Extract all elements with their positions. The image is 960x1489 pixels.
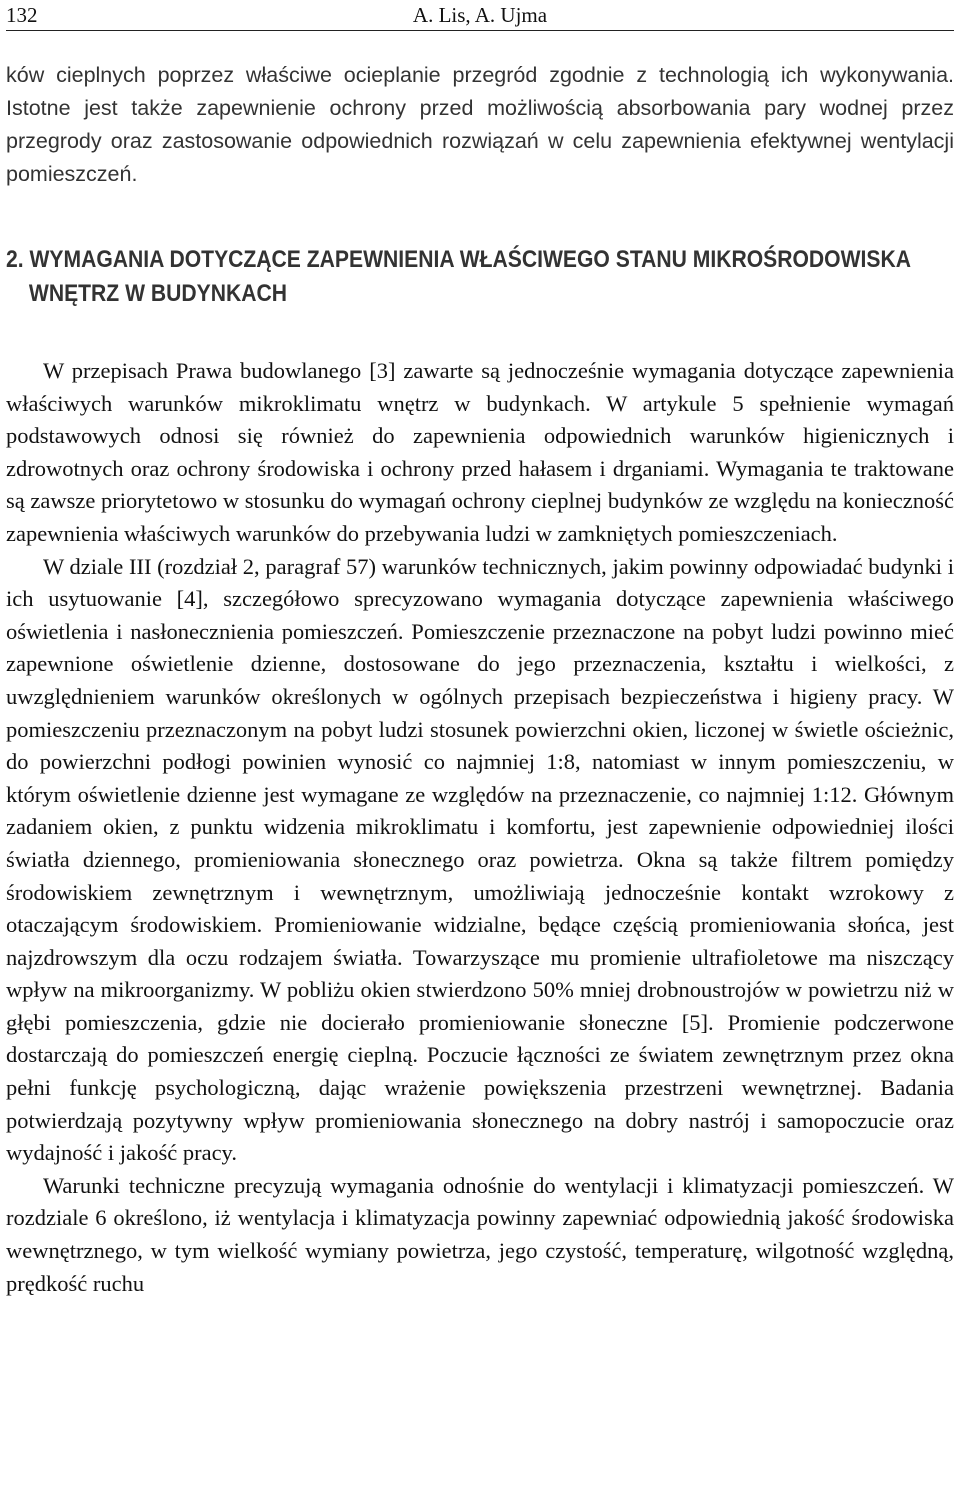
section-paragraph-1: W przepisach Prawa budowlanego [3] zawarte są jednocześnie wymagania dotyczące zapewnienia właściwych warunków mikroklimatu wnętrz w budynkach. W artykule 5 spełnienie wymagań podstawowych odnosi się również do zapewnienia odpowiednich warunków higienicznych i zdrowotnych oraz ochrony środowiska i ochrony przed hałasem i drganiami. Wymagania te traktowane są zawsze priorytetowo w stosunku do wymagań ochrony cieplnej budynków ze względu na konieczność zapewnienia właściwych warunków do przebywania ludzi w zamkniętych pomieszczeniach. [6,358,954,546]
page-number: 132 [6,3,38,27]
intro-paragraph: ków cieplnych poprzez właściwe ocieplanie przegród zgodnie z technologią ich wykonywania. Istotne jest także zapewnienie ochrony przed możliwością absorbowania pary wodnej przez przegrody oraz zastosowanie odpowiednich rozwiązań w celu zapewnienia efektywnej wentylacji pomieszczeń. [6,63,954,186]
section-paragraph-3: Warunki techniczne precyzują wymagania odnośnie do wentylacji i klimatyzacji pomieszczeń. W rozdziale 6 określono, iż wentylacja i klimatyzacja powinny zapewniać odpowiednią jakość środowiska wewnętrznego, w tym wielkość wymiany powietrza, jego czystość, temperaturę, wilgotność względną, prędkość ruchu [6,1172,954,1296]
running-header [6,0,954,31]
section-body [6,355,954,1300]
section-paragraph-2: W dziale III (rozdział 2, paragraf 57) warunków technicznych, jakim powinny odpowiadać budynki i ich usytuowanie [4], szczegółowo sprecyzowano wymagania dotyczące zapewnienia właściwego oświetlenia i nasłonecznienia pomieszczeń. Pomieszczenie przeznaczone na pobyt ludzi powinno mieć zapewnione oświetlenie dzienne, dostosowane do jego przeznaczenia, kształtu i wielkości, z uwzględnieniem warunków określonych w ogólnych przepisach bezpieczeństwa i higieny pracy. W pomieszczeniu przeznaczonym na pobyt ludzi stosunek powierzchni okien, liczonej w świetle ościeżnic, do powierzchni podłogi powinien wynosić co najmniej 1:8, natomiast w innym pomieszczeniu, w którym oświetlenie dzienne jest wymagane ze względów na przeznaczenie, co najmniej 1:12. Głównym zadaniem okien, z punktu widzenia mikroklimatu i komfortu, jest zapewnienie odpowiedniej ilości światła dziennego, promieniowania słonecznego oraz powietrza. Okna są także filtrem pomiędzy środowiskiem zewnętrznym i wewnętrznym, umożliwiają jednocześnie kontakt wzrokowy z otaczającym środowiskiem. Promieniowanie widzialne, będące częścią promieniowania słońca, jest najzdrowszym dla oczu rodzajem światła. Towarzyszące mu promienie ultrafioletowe ma niszczący wpływ na mikroorganizmy. W pobliżu okien stwierdzono 50% mniej drobnoustrojów w powietrzu niż w głębi pomieszczenia, gdzie nie docierało promieniowanie słoneczne [5]. Promienie podczerwone dostarczają do pomieszczeń energię cieplną. Poczucie łączności ze światem zewnętrznym przez okna pełni funkcję psychologiczną, dając wrażenie powiększenia przestrzeni wewnętrznej. Badania potwierdzają pozytywny wpływ promieniowania słonecznego na dobry nastrój i samopoczucie oraz wydajność i jakość pracy. [6,553,954,1166]
running-header-authors: A. Lis, A. Ujma [412,3,548,27]
document-page [6,0,954,1300]
section-heading: 2. WYMAGANIA DOTYCZĄCE ZAPEWNIENIA WŁAŚCIWEGO STANU MIKROŚRODOWISKA WNĘTRZ W BUDYNKACH [6,246,911,307]
